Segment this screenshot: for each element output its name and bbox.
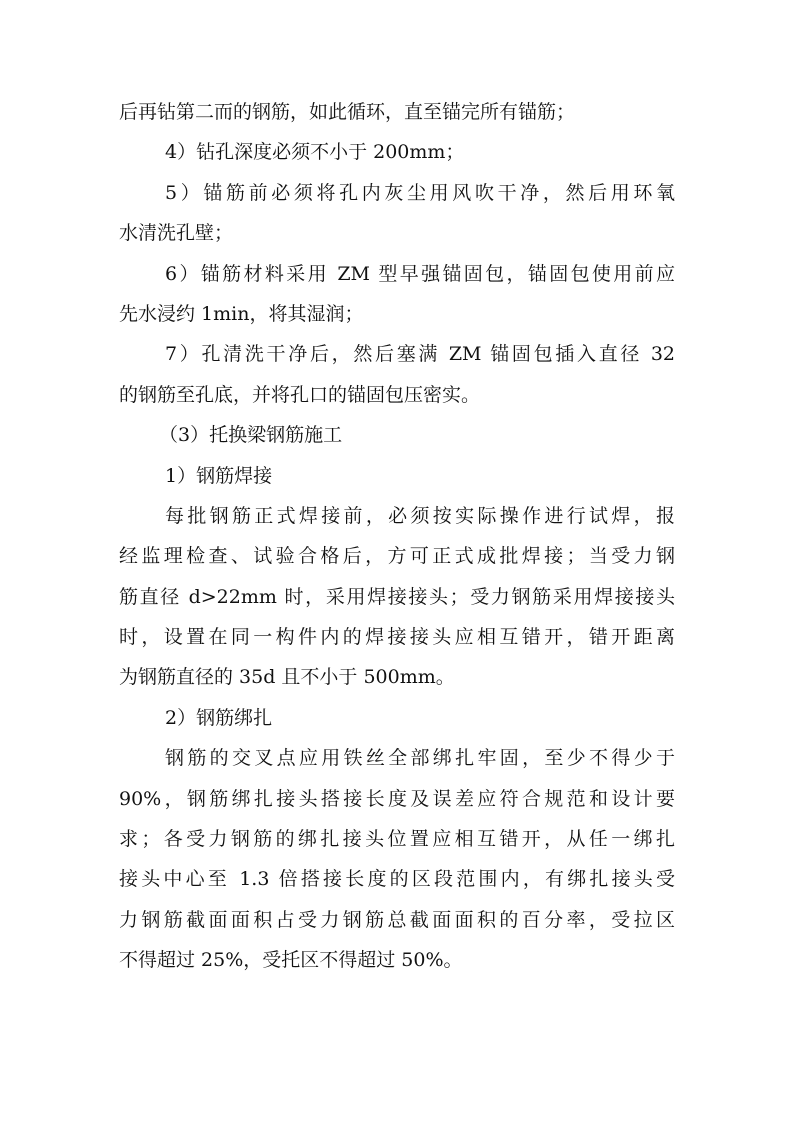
subheading-welding: 1）钢筋焊接 bbox=[165, 464, 273, 487]
paragraph-binding-line-4: 接头中心至 1.3 倍搭接长度的区段范围内，有绑扎接头受 bbox=[119, 868, 675, 891]
paragraph-welding-line-1: 每批钢筋正式焊接前，必须按实际操作进行试焊，报 bbox=[165, 504, 675, 527]
paragraph-welding-line-2: 经监理检查、试验合格后，方可正式成批焊接；当受力钢 bbox=[119, 545, 675, 568]
paragraph-binding-line-1: 钢筋的交叉点应用铁丝全部绑扎牢固，至少不得少于 bbox=[165, 747, 675, 770]
list-item-4-depth: 4）钻孔深度必须不小于 200mm； bbox=[165, 141, 465, 164]
document-body bbox=[119, 92, 675, 981]
subheading-binding: 2）钢筋绑扎 bbox=[165, 706, 273, 729]
text-line-6: 先水浸约 1min，将其湿润； bbox=[119, 302, 364, 325]
paragraph-binding-line-3: 求；各受力钢筋的绑扎接头位置应相互错开，从任一绑扎 bbox=[119, 828, 675, 851]
paragraph-welding-line-5: 为钢筋直径的 35d 且不小于 500mm。 bbox=[119, 666, 455, 689]
list-item-7-insertion: 7）孔清洗干净后，然后塞满 ZM 锚固包插入直径 32 bbox=[165, 343, 675, 366]
paragraph-welding-line-3: 筋直径 d>22mm 时，采用焊接接头；受力钢筋采用焊接接头 bbox=[119, 585, 675, 608]
paragraph-binding-line-2: 90%，钢筋绑扎接头搭接长度及误差应符合规范和设计要 bbox=[119, 787, 675, 810]
text-line-1: 后再钻第二而的钢筋，如此循环，直至锚完所有锚筋； bbox=[119, 101, 576, 123]
text-line-8: 的钢筋至孔底，并将孔口的锚固包压密实。 bbox=[119, 383, 481, 406]
text-line-4: 水清洗孔壁； bbox=[119, 222, 234, 245]
list-item-6-material: 6）锚筋材料采用 ZM 型早强锚固包，锚固包使用前应 bbox=[165, 262, 675, 285]
paragraph-binding-line-5: 力钢筋截面面积占受力钢筋总截面面积的百分率，受拉区 bbox=[119, 908, 675, 931]
paragraph-binding-line-6: 不得超过 25%，受托区不得超过 50%。 bbox=[119, 949, 463, 972]
list-item-5-cleaning: 5）锚筋前必须将孔内灰尘用风吹干净，然后用环氧 bbox=[165, 181, 675, 204]
paragraph-welding-line-4: 时，设置在同一构件内的焊接接头应相互错开，错开距离 bbox=[119, 626, 675, 649]
section-heading-3: （3）托换梁钢筋施工 bbox=[159, 424, 343, 447]
